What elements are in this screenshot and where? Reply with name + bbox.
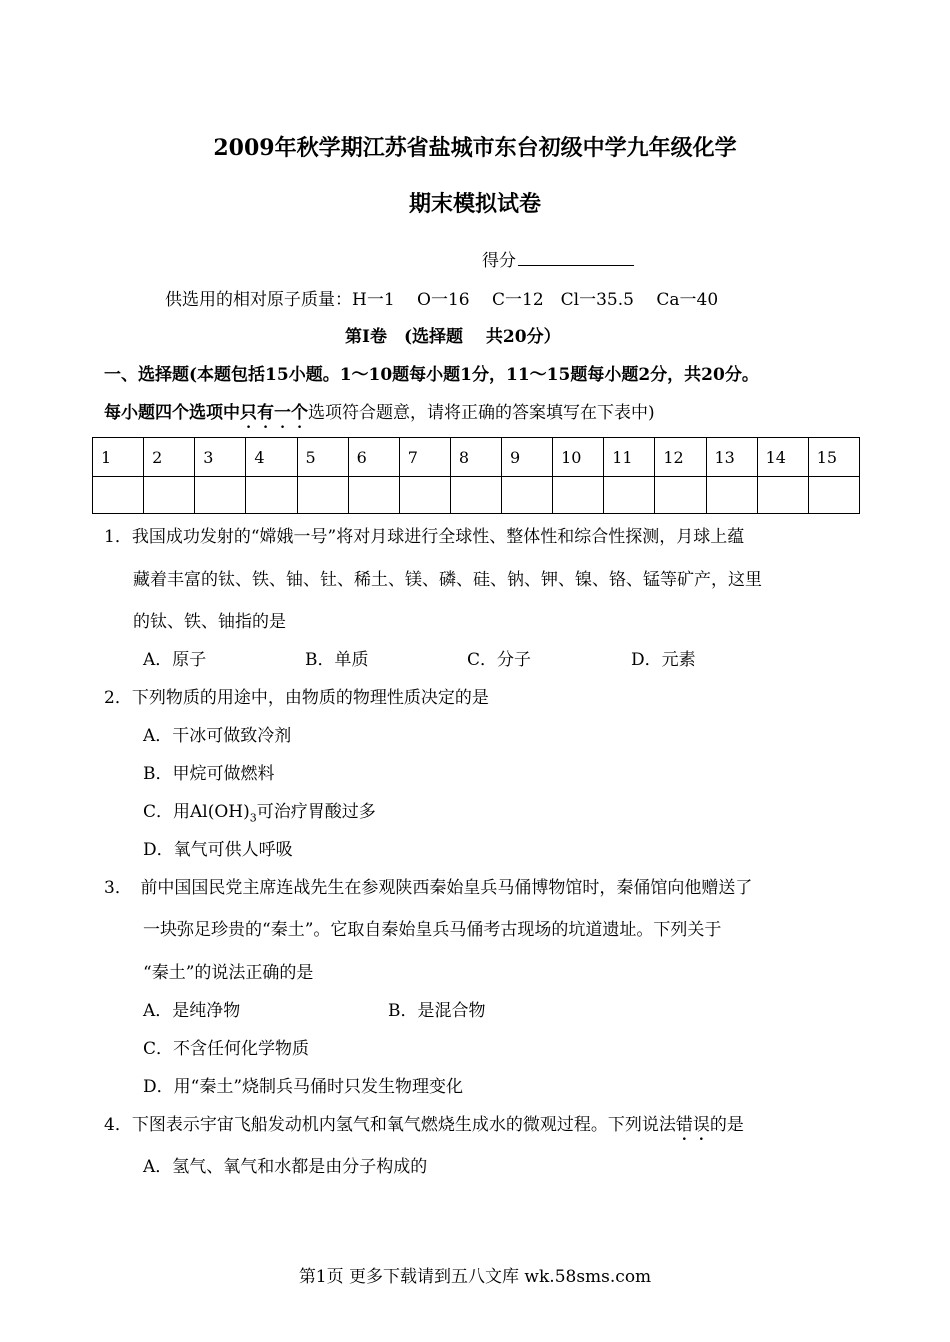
q1-option-b: B．单质 [305,650,369,670]
q3-option-b: B．是混合物 [388,1001,486,1021]
q4-stem-post: 的是 [709,1115,744,1135]
answer-cell[interactable] [297,477,348,514]
answer-cell[interactable] [93,477,144,514]
q1-line3: 的钛、铁、铀指的是 [133,612,286,632]
score-field [482,246,634,271]
answer-cell[interactable] [399,477,450,514]
q2-option-a: A．干冰可做致冷剂 [143,726,292,746]
q3-option-d: D．用“秦土”烧制兵马俑时只发生物理变化 [143,1077,464,1097]
q2-option-b: B．甲烷可做燃料 [143,764,275,784]
answer-cell[interactable] [808,477,859,514]
answer-cell[interactable] [144,477,195,514]
answer-cell[interactable] [706,477,757,514]
exam-title-line1: 2009年秋学期江苏省盐城市东台初级中学九年级化学 [213,135,737,161]
q1-option-a: A．原子 [143,650,207,670]
question-number-cell: 14 [757,438,808,477]
question-number-cell: 3 [195,438,246,477]
answer-cell[interactable] [450,477,501,514]
q2-option-d: D．氧气可供人呼吸 [143,840,293,860]
answer-table-header-row [93,438,860,477]
score-label: 得分 [482,251,516,271]
answer-cell[interactable] [502,477,553,514]
section-intro-line2 [104,398,655,423]
answer-cell[interactable] [604,477,655,514]
answer-cell[interactable] [655,477,706,514]
question-number-cell: 1 [93,438,144,477]
question-number-cell: 7 [399,438,450,477]
q4-option-a: A．氢气、氧气和水都是由分子构成的 [143,1157,428,1177]
page-footer: 第1页 更多下载请到五八文库 wk.58sms.com [298,1267,652,1287]
q1-line1: 1．我国成功发射的“嫦娥一号”将对月球进行全球性、整体性和综合性探测，月球上蕴 [104,527,745,547]
emphasis-char: 误 [692,1115,710,1135]
q4-stem-pre: 4．下图表示宇宙飞船发动机内氢气和氧气燃烧生成水的微观过程。下列说法 [104,1115,676,1135]
q2-option-c [143,797,376,824]
emphasis-char: 有 [257,403,274,423]
question-number-cell: 10 [553,438,604,477]
question-number-cell: 13 [706,438,757,477]
answer-cell[interactable] [757,477,808,514]
atomic-masses: 供选用的相对原子质量：H一1 O一16 C一12 Cl一35.5 Ca一40 [165,290,719,310]
question-number-cell: 2 [144,438,195,477]
emphasis-char: 一 [274,403,291,423]
answer-cell[interactable] [348,477,399,514]
q2-option-c-pre: C．用Al(OH) [143,802,250,822]
q3-line1: 3． 前中国国民党主席连战先生在参观陕西秦始皇兵马俑博物馆时，秦俑馆向他赠送了 [104,878,753,898]
q4-stem [104,1110,744,1135]
emphasis-char: 错 [675,1115,693,1135]
question-number-cell: 8 [450,438,501,477]
q1-option-c: C．分子 [467,650,532,670]
question-number-cell: 5 [297,438,348,477]
answer-table [92,437,860,514]
answer-cell[interactable] [553,477,604,514]
section-intro-line1: 一、选择题(本题包括15小题。1～10题每小题1分，11～15题每小题2分，共20分。 [104,365,759,385]
question-number-cell: 12 [655,438,706,477]
q1-option-d: D．元素 [631,650,696,670]
answer-cell[interactable] [195,477,246,514]
question-number-cell: 15 [808,438,859,477]
intro-bold-start: 每小题四个选项中 [104,403,240,423]
q2-option-c-post: 可治疗胃酸过多 [256,802,376,822]
emphasis-char: 只 [240,403,257,423]
question-number-cell: 9 [502,438,553,477]
q3-option-c: C．不含任何化学物质 [143,1039,310,1059]
question-number-cell: 11 [604,438,655,477]
intro-rest: 选项符合题意，请将正确的答案填写在下表中) [308,403,655,423]
question-number-cell: 6 [348,438,399,477]
q3-line3: “秦土”的说法正确的是 [143,963,314,983]
answer-cell[interactable] [246,477,297,514]
question-number-cell: 4 [246,438,297,477]
answer-table-answer-row [93,477,860,514]
q2-option-c-subscript: 3 [249,811,257,825]
q3-line2: 一块弥足珍贵的“秦土”。它取自秦始皇兵马俑考古现场的坑道遗址。下列关于 [143,920,722,940]
q2-stem: 2．下列物质的用途中，由物质的物理性质决定的是 [104,688,489,708]
score-blank [518,249,634,266]
exam-title-line2: 期末模拟试卷 [408,191,541,217]
q3-option-a: A．是纯净物 [143,1001,241,1021]
section-title: 第Ⅰ卷 (选择题 共20分） [345,327,561,347]
q1-line2: 藏着丰富的钛、铁、铀、钍、稀土、镁、磷、硅、钠、钾、镍、铬、锰等矿产，这里 [133,570,762,590]
emphasis-char: 个 [291,403,308,423]
